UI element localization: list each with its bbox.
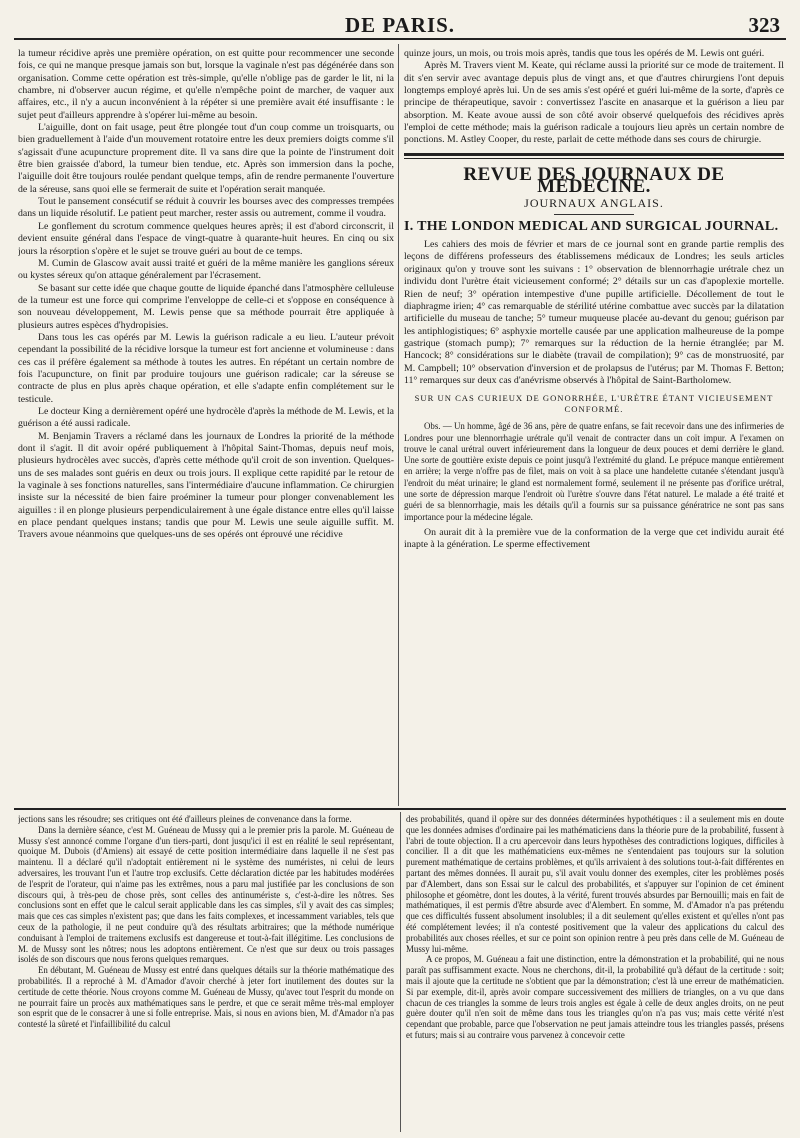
paragraph: Après M. Travers vient M. Keate, qui réclame aussi la priorité sur ce mode de traitement. Il dit s'en servir avec avantage depuis plus de vingt ans, et que d'autres chirurgiens l'ont depuis longtemps employé après lui. Un de ses amis s'est opéré et guéri lui-même de la sorte, d'après ce principe de thérapeutique, savoir : convertissez l'ascite en anasarque et la guérison a lieu par absorption. M. Keate avoue aussi de son côté avoir observé quelquefois des récidives après l'emploi de cette méthode; mais la guérison radicale a toujours lieu après un certain nombre de ponctions. M. Astley Cooper, du reste, parlait de cette méthode dans ses cours de chirurgie.: [404, 60, 784, 146]
paragraph: M. Cumin de Glascow avait aussi traité et guéri de la même manière les ganglions séreux ou kystes séreux qu'on attaque généralement par l'écrasement.: [18, 257, 394, 282]
section-heading: REVUE DES JOURNAUX DE MÉDECINE.: [463, 163, 725, 198]
journal-heading: I. THE LONDON MEDICAL AND SURGICAL JOURNAL.: [404, 218, 779, 234]
paragraph: L'aiguille, dont on fait usage, peut être plongée tout d'un coup comme un troisquarts, ou bien graduellement à l'aide d'un mouvement rotatoire entre les deux premiers doigts comme s'il s'agissait d'une acupuncture proprement dite. Il va sans dire que la pointe de l'instrument doit être bien graissée d'abord, la tumeur bien tendue, etc. Après son immersion dans la poche, l'aiguille doit être toujours roulée pendant quelque temps, afin de rendre permanente l'ouverture de la séreuse, sans quoi elle se fermerait de suite et l'opération serait manquée.: [18, 122, 394, 195]
page-number: 323: [748, 13, 780, 37]
paragraph: Dans tous les cas opérés par M. Lewis la guérison radicale a eu lieu. L'auteur prévoit cependant la possibilité de la récidive lorsque la tumeur est fort ancienne et volumineuse : dans ces cas il préfère également sa méthode à toutes les autres. En répétant un certain nombre de fois l'acupuncture, on finit par produire toujours une guérison radicale; car la séreuse se contracte de plus en plus après chaque opération, et elle s'adapte enfin complétement sur le testicule.: [18, 331, 394, 405]
paragraph: Le gonflement du scrotum commence quelques heures après; il est d'abord circonscrit, il devient ensuite général dans l'espace de vingt-quatre à quarante-huit heures. En cinq ou six jours la résorption s'opère et le sujet se trouve guéri au bout de ce temps.: [18, 220, 394, 257]
paragraph: Les cahiers des mois de février et mars de ce journal sont en grande partie remplis des leçons de différens professeurs des établissemens médicaux de Londres; les seuls articles originaux qu'on y trouve sont les suivans : 1° observation de blennorrhagie urétrale chez un individu dont l'urètre était vicieusement conformé; 2° détails sur un cas d'apoplexie mortelle. Rien de neuf; 3° opération intempestive d'une pupille artificielle. Décollement de tout le diaphragme irien; 4° cas remarquable de stérilité utérine combattue avec succès par la dilatation artificielle du museau de tanche; 5° tumeur muqueuse placée au-devant du genou; guérison par les antiphlogistiques; 6° asphyxie mortelle causée par une application malheureuse de la pompe gastrique (stomach pump); 7° remarques sur la réduction de la hernie étranglée; par M. Hancock; 8° considérations sur le diabète (travail de compilation); 9° cas de monstruosité, par M. Campbell; 10° observation d'inversion et de prolapsus de l'utérus; par M. Thomas F. Betton; 11° remarques sur deux cas d'anévrisme observés à l'hôpital de Saint-Bartholomew.: [404, 239, 784, 386]
paragraph: des probabilités, quand il opère sur des données déterminées hypothétiques : il a seulement mis en doute que les données admises d'ordinaire pai les mathématiciens dans la théorie pure de la probabilité, fussent à l'abri de toute objection. Il a cru apercevoir dans leurs hypothèses des contradictions logiques, difficiles à concilier. Il a dit que les mathématiciens eux-mêmes ne s'entendaient pas toujours sur la solution purement mathématique de certains problèmes, et qu'ils arrivaient à des solutions tout-à-fait différentes en partant des mêmes données. Il aurait pu, s'il avait voulu donner des exemples, citer les problèmes posés par d'Alembert, dans son Essai sur le calcul des probabilités, et s'appuyer sur l'opinion de cet éminent philosophe et géomètre, dont les doutes, à la vérité, furent trouvés absurdes par Bernouilli; mais en fait de mathématiques, il est permis d'être absurde avec d'Alembert. En somme, M. d'Amador n'a pas prétendu que ces difficultés fussent absolument insolubles; il a dit seulement qu'elles existent et qu'elles n'ont pas été complétement levées; il n'a contesté positivement que la valeur des applications du calcul des probabilités aux choses réelles, et sur ce point son opinion rentre à peu près dans celle de M. Guéneau de Mussy lui-même.: [406, 814, 784, 954]
paragraph: Tout le pansement consécutif se réduit à couvrir les bourses avec des compresses trempées dans un liquide résolutif. Le patient peut marcher, rester assis ou autrement, comme il voudra.: [18, 196, 394, 220]
paragraph: On aurait dit à la première vue de la conformation de la verge que cet individu aurait été inapte à la génération. Le sperme effectivement: [404, 526, 784, 551]
section-rule-thin: [404, 158, 784, 159]
right-column-top: [404, 48, 784, 808]
column-divider-bottom: [400, 812, 401, 1132]
paragraph: A ce propos, M. Guéneau a fait une distinction, entre la démonstration et la probabilité, qui ne nous paraît pas suffisamment exacte. Nous ne cherchons, dit-il, la probabilité qu'à défaut de la certitude : soit; mais il ajoute que la certitude ne s'obtient que par la démonstration; c'est là une erreur de mathématicien. Si par exemple, dit-il, après avoir compare successivement des milliers de triangles, on a vu que dans chacun de ces triangles la somme de leurs trois angles est égale à celle de deux angles droits, on ne peut guère douter qu'il n'en soit de même dans tous les triangles qu'on n'a pas vus; mais cette vérité n'est cependant que probable, parce que l'observation ne peut jamais atteindre tous les triangles passés, présens et futurs; mais si au contraire vous parvenez à concevoir cette: [406, 954, 784, 1040]
section-subheading: JOURNAUX ANGLAIS.: [524, 196, 664, 211]
page-header: [14, 10, 786, 40]
left-column-top: [18, 48, 394, 808]
running-title: DE PARIS.: [344, 13, 456, 37]
paragraph: En débutant, M. Guéneau de Mussy est entré dans quelques détails sur la théorie mathématique des probabilités. Il a reproché à M. d'Amador d'avoir cherché à jeter fort inutilement des doutes sur la certitude de cette théorie. Nous croyons comme M. Guéneau de Mussy, qu'avec tout l'esprit du monde on ne pourrait faire un procès aux mathématiques sans le perdre, et que ce serait même très-mal employer son esprit que de le consacrer à une si folle entreprise. Mais, si nous en avions bien, M. d'Amador n'a pas contesté la sûreté et l'infaillibilité du calcul: [18, 965, 394, 1030]
paragraph: jections sans les résoudre; ses critiques ont été d'ailleurs pleines de convenance dans la forme.: [18, 814, 352, 824]
observation-paragraph: Obs. — Un homme, âgé de 36 ans, père de quatre enfans, se fait recevoir dans une des infirmeries de Londres pour une blennorrhagie urétrale qu'il venait de contracter dans un coït impur. A l'examen on trouve le canal urétral ouvert inférieurement dans la longueur de deux pouces et demi derrière le gland. Une sorte de gouttière existe depuis ce point jusqu'à l'extrémité du gland. Le prépuce manque entièrement en arrière; la verge n'offre pas de filet, mais on voit à sa place une handelette cutanée s'étendant jusqu'à l'endroit du méat urinaire; le gland est normalement formé, seulement il ne présente pas d'orifice urétral, une sorte de dépression marque l'endroit où l'urètre s'ouvre dans l'état naturel. Le malade a été traité et guéri de sa blennorrhagie, mais les détails qu'il a fournis sur sa puissance génératrice ne sont pas sans importance pour la médecine légale.: [404, 421, 784, 522]
feuilleton-rule: [14, 808, 786, 810]
case-heading: SUR UN CAS CURIEUX DE GONORRHÉE, L'URÈTRE ÉTANT VICIEUSEMENT CONFORMÉ.: [414, 393, 774, 415]
paragraph: M. Benjamin Travers a réclamé dans les journaux de Londres la priorité de la méthode dont il s'agit. Il dit avoir opéré publiquement à l'hôpital Saint-Thomas, depuis neuf mois, plusieurs hydrocèles avec succès, d'après cette méthode qu'il croit de son invention. Quelques-uns de ses malades sont guéris en deux ou trois jours. Il explique cette rapidité par le retour de la vaginale à ses fonctions naturelles, sans l'intermédiaire d'aucune inflammation. Ce chirurgien insiste sur la nécessité de bien faire proéminer la tumeur pour plonger convenablement les aiguilles : il en plonge plusieurs perpendiculairement à une égale distance entre elles qu'il laisse en place pendant quelques instans; tandis que pour M. Lewis une seule aiguille suffit. M. Travers avoue néanmoins que quelques-uns de ses opérés ont éprouvé une récidive: [18, 430, 394, 541]
paragraph: Se basant sur cette idée que chaque goutte de liquide épanché dans l'atmosphère celluleuse de la tumeur est une force qui comprime l'enveloppe de celle-ci et s'oppose en conséquence à son nouveau développement, M. Lewis pense que sa méthode pourrait être appliquée à plusieurs autres espèces d'hydropisies.: [18, 282, 394, 331]
paragraph: Le docteur King a dernièrement opéré une hydrocèle d'après la méthode de M. Lewis, et la guérison a été aussi radicale.: [18, 405, 394, 430]
paragraph: la tumeur récidive après une première opération, on est quitte pour recommencer une seconde fois, ce qui ne manque presque jamais son but, lorsque la vaginale n'est pas dégénérée dans son organisation. Comme cette opération est très-simple, qu'elle n'oblige pas de garder le lit, ni la chambre, ni d'observer aucun régime, et qu'elle n'empêche point de marcher, de vaquer aux affaires, etc., il n'y a aucun inconvénient à la répéter si une première avait été insuffisante : le sujet peut d'ailleurs apprendre à s'opérer lui-même au besoin.: [18, 48, 394, 121]
paragraph: Dans la dernière séance, c'est M. Guéneau de Mussy qui a le premier pris la parole. M. Guéneau de Mussy s'est annoncé comme l'organe d'un tiers-parti, dont jusqu'ici il est en réalité le seul représentant, quoique M. Dubois (d'Amiens) ait essayé de cette position intermédiaire dans laquelle il ne s'est pas maintenu. Il a déclaré qu'il n'adoptait entièrement ni le système des numéristes, ni celui de leurs adversaires, les trouvant l'un et l'autre trop exclusifs. Cette déclaration dictée par les habitudes modérées de l'esprit de l'orateur, qui n'aime pas les extrêmes, nous a paru mal justifiée par les conclusions de son discours qui, à très-peu de chose près, sont celles des antinumériste s, c'est-à-dire les nôtres. Ses conclusions sont en effet que le calcul serait applicable dans les cas simples, s'il y avait des cas simples; mais que ces cas simples n'existent pas; que dans les faits complexes, et incessamment variables, tels que ceux de la pathologie, il ne peut conduire qu'à des résultats arbitraires; que la méthode numérique conduisant à l'emploi de traitemens exclusifs est dangereuse et tout-à-fait illégitime. Les conclusions de M. de Mussy sont les nôtres; nous les adoptons entièrement. Ce n'est que sur deux ou trois passages isolés de son discours que nous ferons quelques remarques.: [18, 824, 394, 965]
column-divider: [398, 44, 399, 806]
bottom-left-column: [18, 814, 394, 1134]
section-rule: [404, 153, 784, 156]
paragraph: quinze jours, un mois, ou trois mois après, tandis que tous les opérés de M. Lewis ont guéri.: [404, 48, 765, 59]
bottom-right-column: [406, 814, 784, 1134]
short-rule: [554, 214, 634, 215]
